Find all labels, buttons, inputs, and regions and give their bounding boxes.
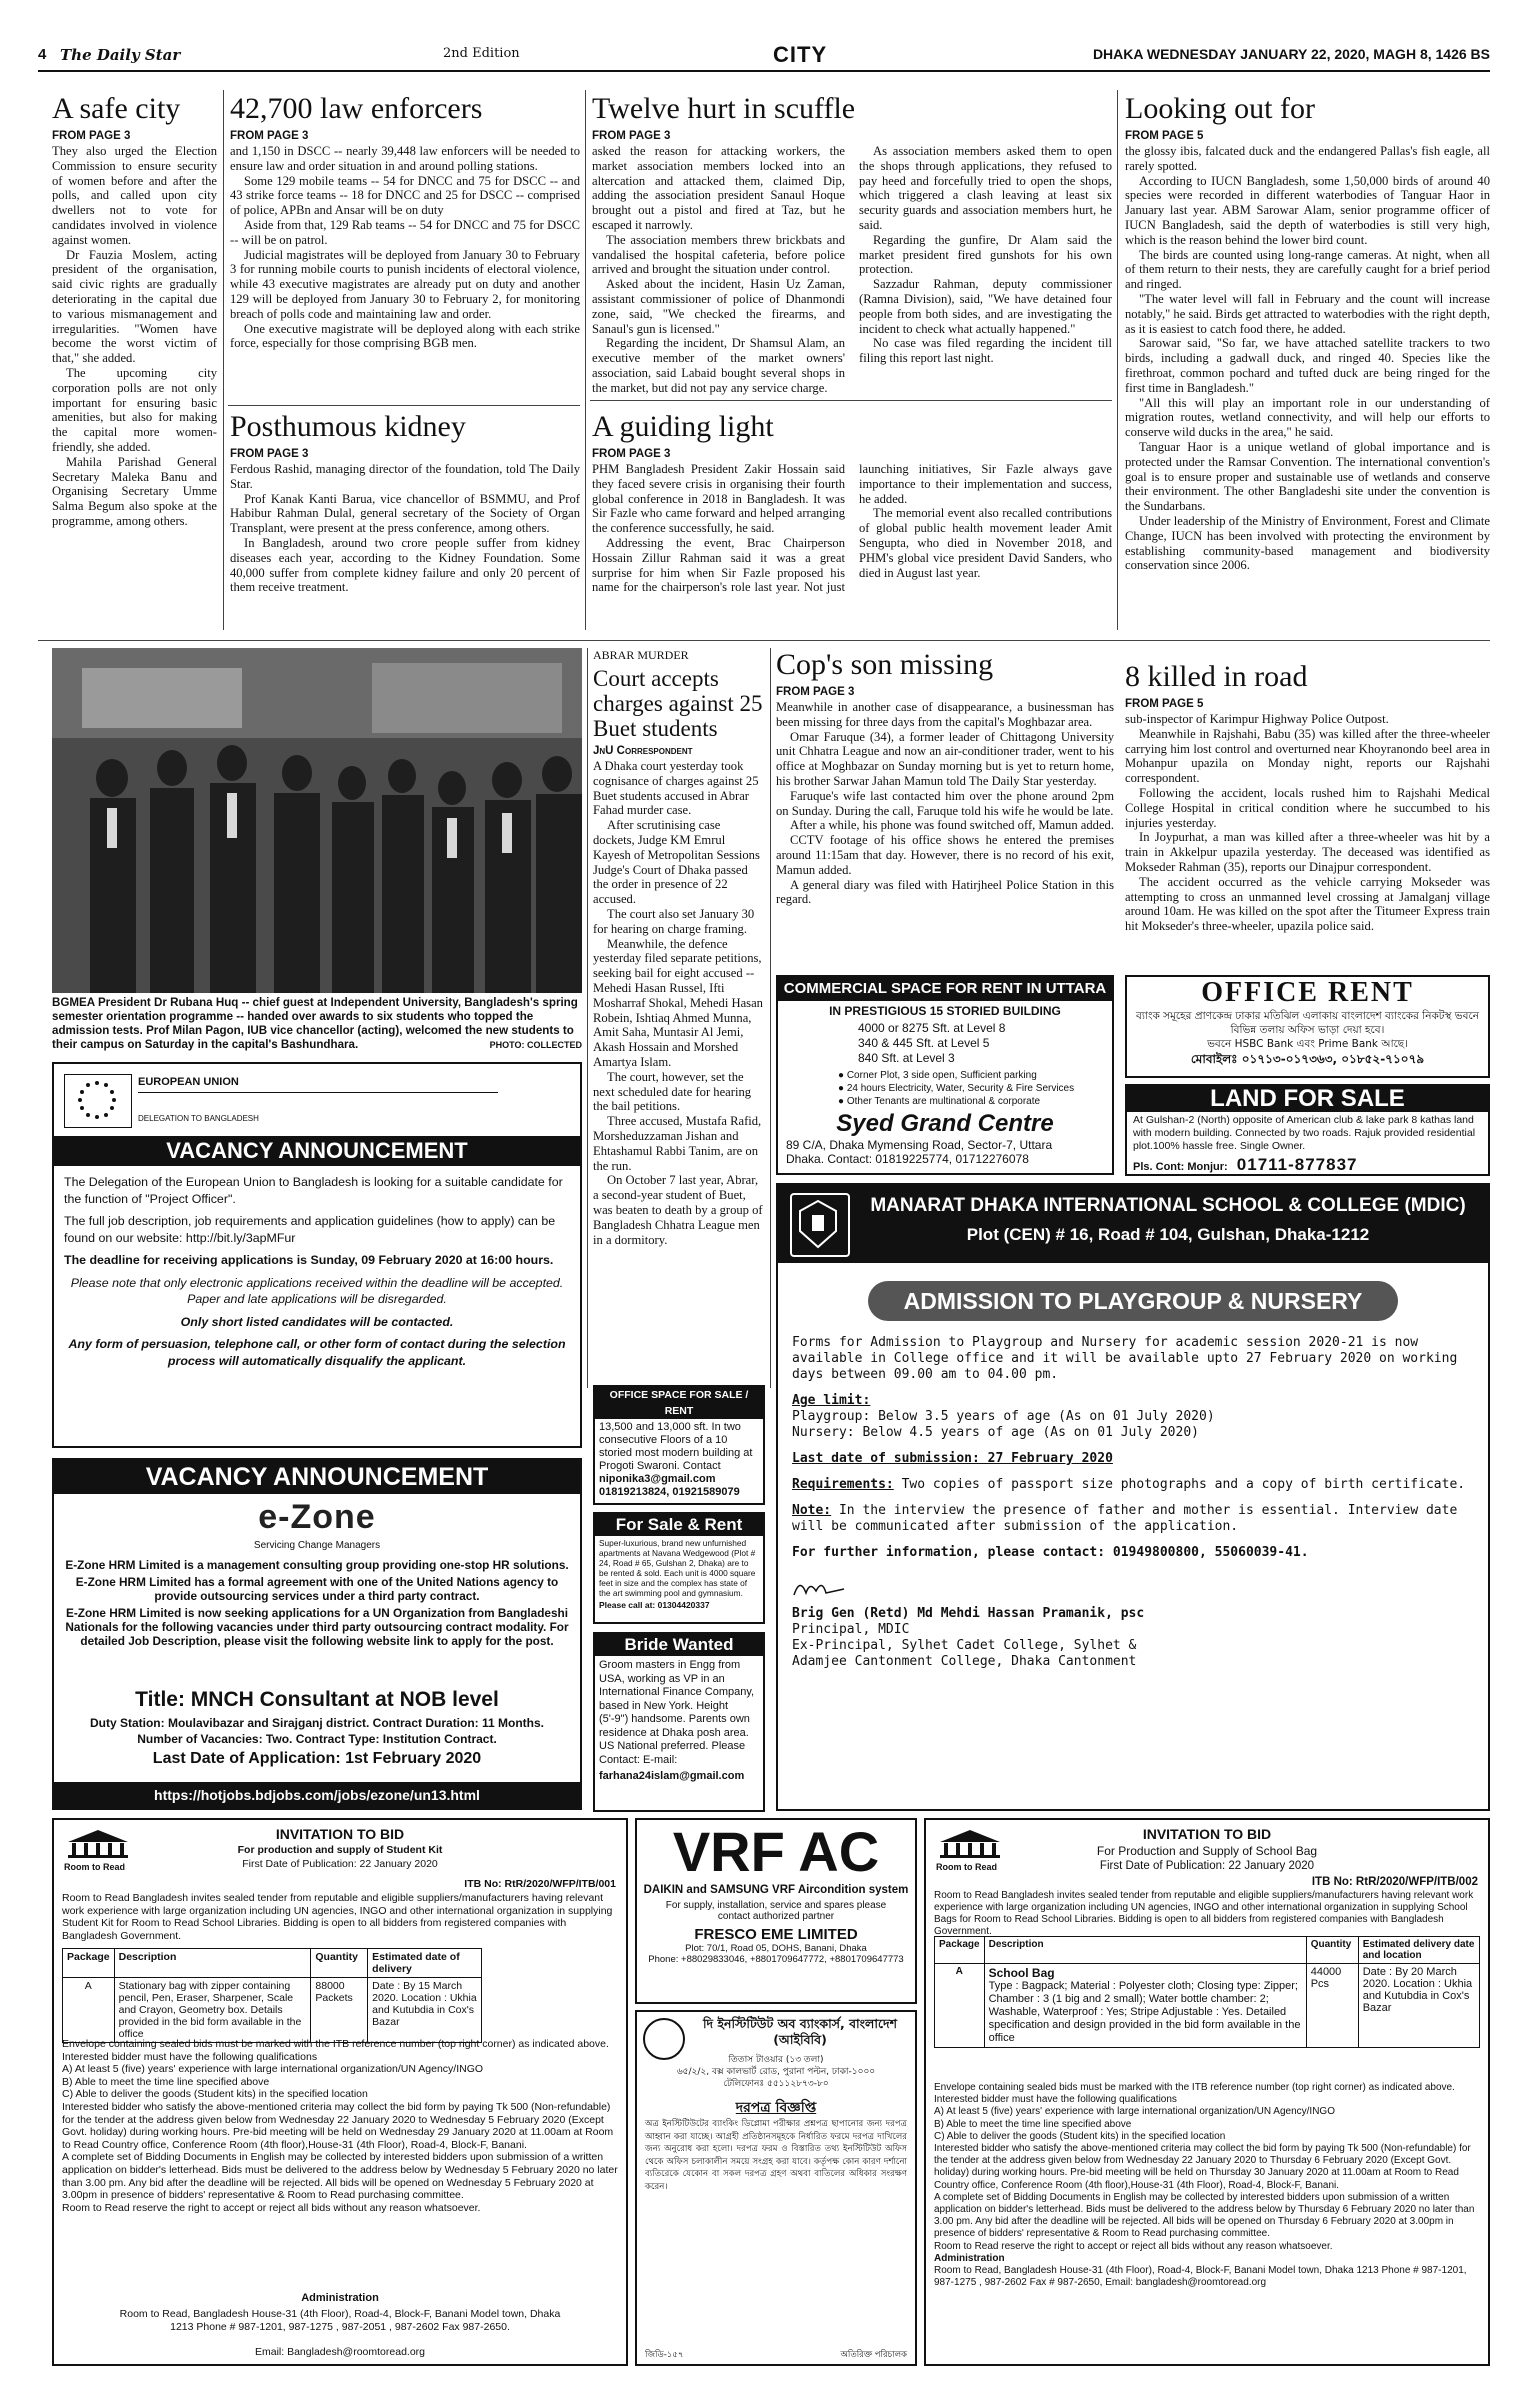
room-to-read-logo: Room to Read	[64, 1828, 132, 1872]
ad-banks: ভবনে HSBC Bank এবং Prime Bank আছে।	[1207, 1038, 1408, 1050]
kicker: ABRAR MURDER	[593, 648, 689, 662]
ad-sub: DAIKIN and SAMSUNG VRF Aircondition system	[643, 1884, 909, 1896]
ad-heading: OFFICE RENT	[1201, 977, 1414, 1008]
notice-officer: অতিরিক্ত পরিচালক	[840, 2350, 907, 2360]
ad-commercial-space	[776, 975, 1114, 1175]
photo-credit: PHOTO: COLLECTED	[489, 1040, 582, 1050]
ad-text: For supply, installation, service and spares please contact authorized partner	[665, 1900, 887, 1922]
ad-heading: For Sale & Rent	[595, 1514, 763, 1536]
article-body: PHM Bangladesh President Zakir Hossain said they faced severe crisis in organising their fourth global conference in 2018 in Bangladesh. It was Sir Fazle who came forward and helped arranging the conference successfully, he said. Addressing the event, Brac Chairperson Hossain Zillur Rahman said it was a great surprise for him when Sir Fazle proposed his name for the chairperson's role last year. Not just launching initiatives, Sir Fazle always gave importance to their implementation and success, he added. The memorial event also recalled contributions of global public health movement leader Amit Sengupta, who died in November 2018, and PHM's global vice president David Sanders, who died in August last year.	[592, 462, 1112, 595]
news-photo	[52, 648, 582, 993]
ad-heading: Bride Wanted	[595, 1634, 763, 1656]
org-address: তিতাস টাওয়ার (১৩ তলা) ৬৫/২/২, বক্স কালভার্ট রোড, পুরানা পল্টন, ঢাকা-১০০০ টেলিফোনঃ ৫৫১১২৮৭৩-৮০	[676, 2055, 876, 2089]
ad-heading: VACANCY ANNOUNCEMENT	[54, 1136, 580, 1166]
ad-org: EUROPEAN UNION	[138, 1076, 239, 1088]
ad-bride-wanted	[593, 1632, 765, 1812]
article-body: and 1,150 in DSCC -- nearly 39,448 law enforcers will be needed to ensure law and order situation in and around polling stations. Some 129 mobile teams -- 54 for DNCC and 75 for DSCC -- and 43 strike force teams -- 18 for DNCC and 25 for DSCC -- comprised of police, APBn and Ansar will be on duty Aside from that, 129 Rab teams -- 54 for DNCC and 75 for DSCC -- will be on patrol. Judicial magistrates will be deployed from January 30 to February 3 for running mobile courts to punish incidents of electoral violence, while 43 executive magistrates are already put on duty and another 129 will be deployed from January 30 to February 2, for monitoring breach of polls code and maintaining law and order. One executive magistrate will be deployed along with each strike force, especially for those comprising BGB men.	[230, 144, 580, 351]
eu-flag-icon	[64, 1074, 132, 1128]
paper-logo: The Daily Star	[60, 46, 181, 64]
ad-ezone-vacancy	[52, 1458, 582, 1810]
article-body: Meanwhile in another case of disappearance, a businessman has been missing for three days from the capital's Moghbazar area. Omar Faruque (34), a former leader of Chittagong University unit Chhatra League and now an air-conditioner trader, went to his office at Moghbazar on Sunday morning but is yet to return home, his brother Sarwar Jahan Mamun told The Daily Star yesterday. Faruque's wife last contacted him over the phone around 2pm on Sunday. During the call, Faruque told his wife he would be late. After a while, his phone was found switched off, Mamun added. CCTV footage of his office shows he entered the premises around 11:15am that day. However, there is no record of his exit, Mamun added. A general diary was filed with Hatirjheel Police Station in this regard.	[776, 700, 1114, 907]
ad-phone: Please call at: 01304420337	[599, 1600, 710, 1610]
ad-features: ● Corner Plot, 3 side open, Sufficient parking ● 24 hours Electricity, Water, Security & Fire Services ● Other Tenants are multinational & corporate	[838, 1070, 1075, 1107]
ad-text: Super-luxurious, brand new unfurnished apartments at Navana Wedgewood (Plot # 24, Road # 65, Gulshan 2, Dhaka) are to be rented & sold. Each unit is 4000 square feet in size and the complex has state of the art swimming pool and gymnasium.	[599, 1538, 756, 1598]
ad-text: 13,500 and 13,000 sft. In two consecutive Floors of a 10 storied most modern building at Progoti Swaroni. Contact niponika3@gmail.com 01819213824, 01921589079	[599, 1421, 753, 1498]
ad-contact: Dhaka. Contact: 01819225774, 01712276078	[786, 1152, 1029, 1166]
itb-number: ITB No: RtR/2020/WFP/ITB/001	[464, 1878, 616, 1890]
company-phone: Phone: +88029833046, +8801709647772, +8801709647773	[648, 1954, 904, 1965]
photo-caption: BGMEA President Dr Rubana Huq -- chief guest at Independent University, Bangladesh's spring semester orientation programme -- handed over awards to six students who topped the admission tests. Prof Milan Pagon, IUB vice chancellor (acting), welcomed the new students to their campus on Saturday in the capital's Bashundhara. PHOTO: COLLECTED	[52, 996, 582, 1051]
admission-banner: ADMISSION TO PLAYGROUP & NURSERY	[868, 1281, 1398, 1321]
jump-line: FROM PAGE 5	[1125, 130, 1204, 142]
column-rule	[1117, 90, 1118, 630]
headline: Twelve hurt in scuffle	[592, 92, 856, 125]
jump-line: FROM PAGE 3	[776, 686, 855, 698]
article-body: Ferdous Rashid, managing director of the foundation, told The Daily Star. Prof Kanak Kanti Barua, vice chancellor of BSMMU, and Prof Habibur Rahman Dulal, general secretary of the Society of Organ Transplant, were present at the press conference, among others. In Bangladesh, around two crore people suffer from kidney diseases each year, according to the Kidney Foundation. Some 40,000 suffer from complete kidney failure and only 20 percent of them receive treatment.	[230, 462, 580, 595]
section-rule	[38, 640, 1490, 641]
bid-email: Email: Bangladesh@roomtoread.org	[255, 2346, 425, 2358]
ad-manarat-admission	[776, 1183, 1490, 1811]
ad-sale-rent	[593, 1512, 765, 1624]
ad-land-sale	[1125, 1084, 1490, 1176]
article-killed-road	[1125, 660, 1490, 968]
article-body: sub-inspector of Karimpur Highway Police Outpost. Meanwhile in Rajshahi, Babu (35) was killed after the three-wheeler carrying him lost control and overturned near Khoyranondo beel area in Mohanpur upazila on Monday night, reports our Rajshahi correspondent. Following the accident, locals rushed him to Rajshahi Medical College Hospital in critical condition where he succumbed to his injuries yesterday. In Joypurhat, a man was killed after a three-wheeler was hit by a train in Akkelpur upazila yesterday. The deceased was identified as Mokseder Rahman (35), reports our Dinajpur correspondent. The accident occurred as the vehicle carrying Mokseder was attempting to cross an unmanned level crossing at Jamalganj village around 10am. He was killed on the spot after the Titumeer Express train hit Mokseder's three-wheeler, upazila police said.	[1125, 712, 1490, 934]
ad-heading: LAND FOR SALE	[1127, 1086, 1488, 1112]
bid-body: Envelope containing sealed bids must be marked with the ITB reference number (top right corner) as indicated above. Interested bidder must have the following qualifications A) At least 5 (five) years' experience with large international organization/UN Agency/INGO B) Able to meet the time line specified above C) Able to deliver the goods (Student kits) in the specified location Interested bidder who satisfy the above-mentioned criteria may collect the bid form by paying Tk 500 (Non-refundable) for the tender at the address given below from Wednesday 22 January 2020 to Thursday 6 February 2020 (Except Govt. holiday) during working hours. Pre-bid meeting will be held on Thursday 30 January 2020 at 11.00am at Room to Read Country office, Conference Room (4th floor),House-31 (4th Floor), Road-4, Block-F, Banani. A complete set of Bidding Documents in English may be collected by interested bidders upon submission of a written application on bidder's letterhead. Bids must be delivered to the address below by Thursday 6 February 2020 no later than 3.00 pm. Any bid after the deadline will be rejected. All bids will be opened on Thursday 6 February 2020 at 3.00pm in presence of bidders' representative & Room to Read purchasing committee. Room to Read reserve the right to accept or reject all bids without any reason whatsoever. Administration Room to Read, Bangladesh House-31 (4th Floor), Road-4, Block-F, Banani Model town, Dhaka 1213 Phone # 987-1201, 987-1275 , 987-2602 Fax # 987-2650, Email: bangladesh@roomtoread.org	[934, 2082, 1475, 2289]
bid-address: Room to Read, Bangladesh House-31 (4th Floor), Road-4, Block-F, Banani Model town, Dhaka 1213 Phone # 987-1201, 987-1275 , 987-2051 , 987-2602 Fax 987-2650.	[119, 2308, 561, 2333]
notice-ref: জিডি-১৫৭	[645, 2350, 684, 2360]
headline: A safe city	[52, 92, 181, 125]
article-cop-son	[776, 648, 1114, 968]
jump-line: FROM PAGE 5	[1125, 698, 1204, 710]
bid-table: Package Description Quantity Estimated date of delivery A Stationary bag with zipper containing pencil, Pen, Eraser, Sharpener, Scale and Crayon, Geometry box. Details provided in the bid form available in the office 88000 Packets Date : By 15 March 2020. Location : Ukhia and Kutubdia in Cox's Bazar	[62, 1948, 482, 2043]
ad-bankers-tender	[635, 2010, 917, 2366]
room-to-read-logo: Room to Read	[936, 1828, 1004, 1872]
jump-line: FROM PAGE 3	[230, 130, 309, 142]
bid-title: INVITATION TO BID	[1142, 1826, 1272, 1842]
headline: Posthumous kidney	[230, 410, 466, 443]
bid-admin: Administration	[301, 2292, 379, 2304]
bid-title: INVITATION TO BID	[275, 1826, 405, 1842]
ad-heading: OFFICE SPACE FOR SALE / RENT	[595, 1387, 763, 1419]
ad-body: Forms for Admission to Playgroup and Nursery for academic session 2020-21 is now available in College office and it will be available upto 27 February 2020 on working days between 09.00 am to 04.00 pm. Age limit: Playgroup: Below 3.5 years of age (As on 01 July 2020) Nursery: Below 4.5 years of age (As on 01 July 2020) Last date of submission: 27 February 2020 Requirements: Two copies of passport size photographs and a copy of birth certificate. Note: In the interview the presence of father and mother is essential. Interview date will be communicated after submission of the application. For further information, please contact: 01949800800, 55060039-41. Brig Gen (Retd) Md Mehdi Hassan Pramanik, psc Principal, MDIC Ex-Principal, Sylhet Cadet College, Sylhet & Adamjee Cantonment College, Dhaka Cantonment	[792, 1335, 1466, 1669]
bid-pub-date: First Date of Publication: 22 January 2020	[242, 1858, 438, 1870]
article-body: They also urged the Election Commission to ensure security of women before and after the polls, and called upon city dwellers not to vote for candidates involved in violence against women. Dr Fauzia Moslem, acting president of the organisation, said civic rights are gradually deteriorating in the capital due to various mismanagement and irregularities. "Women have become the worst victim of that," she added. The upcoming city corporation polls are not only important for ensuring basic amenities, but also for making the capital more women-friendly, she added. Mahila Parishad General Secretary Maleka Banu and Organising Secretary Umme Salma Begum also spoke at the programme, among others.	[52, 144, 217, 528]
notice-body: অত্র ইনস্টিটিউটের ব্যাংকিং ডিপ্লোমা পরীক্ষার প্রশ্নপত্র ছাপানোর জন্য দরপত্র আহ্বান করা যাচ্ছে। আগ্রহী প্রতিষ্ঠানসমূহকে নির্ধারিত ফরমে দরপত্র দাখিলের জন্য অনুরোধ করা হলো। দরপত্র ফরম ও বিস্তারিত তথ্য ইনস্টিটিউট অফিস থেকে অফিস চলাকালীন সময়ে সংগ্রহ করা যাবে। কর্তৃপক্ষ কোন কারণ দর্শানো ব্যতিরেকে যেকোন বা সকল দরপত্র গ্রহণ অথবা বাতিলের অধিকার সংরক্ষণ করেন।	[645, 2119, 907, 2192]
article-scuffle	[592, 92, 1112, 397]
ad-text: ব্যাংক সমূহের প্রাণকেন্দ্র ঢাকার মতিঝিল এলাকায় বাংলাদেশ ব্যাংকের নিকটস্থ ভবনে বিভিন্ন তলায় অফিস ভাড়া দেয়া হবে।	[1136, 1010, 1479, 1036]
ad-phone: মোবাইলঃ ০১৭১৩-০১৭৩৬৩, ০১৮৫২-৭১০৭৯	[1190, 1052, 1425, 1066]
article-court	[593, 648, 765, 1368]
article-guiding-light	[592, 410, 1112, 635]
ad-heading: VRF AC	[672, 1820, 880, 1883]
bid-sub: For Production and Supply of School Bag	[1096, 1844, 1318, 1858]
headline: 8 killed in road	[1125, 660, 1308, 693]
page-number: 4	[38, 46, 47, 63]
ad-address: 89 C/A, Dhaka Mymensing Road, Sector-7, Uttara	[786, 1138, 1053, 1152]
org-name: দি ইনস্টিটিউট অব ব্যাংকার্স, বাংলাদেশ (আইবিবি)	[702, 2016, 897, 2047]
headline: A guiding light	[592, 410, 774, 443]
jump-line: FROM PAGE 3	[592, 448, 671, 460]
job-title: Title: MNCH Consultant at NOB level	[135, 1688, 499, 1711]
duty-station: Duty Station: Moulavibazar and Sirajganj district. Contract Duration: 11 Months.	[89, 1716, 545, 1730]
article-kidney	[230, 410, 580, 635]
bid-sub: For production and supply of Student Kit	[237, 1844, 443, 1856]
ad-office-rent	[1125, 975, 1490, 1078]
company-name: FRESCO EME LIMITED	[694, 1926, 858, 1943]
ad-heading: COMMERCIAL SPACE FOR RENT IN UTTARA	[778, 977, 1112, 1001]
section-rule	[590, 400, 1112, 401]
ad-invitation-bid-1	[52, 1818, 628, 2366]
article-safe-city	[52, 92, 217, 632]
itb-number: ITB No: RtR/2020/WFP/ITB/002	[1311, 1876, 1478, 1888]
section-rule	[228, 405, 580, 406]
column-rule	[585, 90, 586, 630]
article-looking-out	[1125, 92, 1490, 632]
apply-link[interactable]: https://hotjobs.bdjobs.com/jobs/ezone/un13.html	[54, 1782, 580, 1808]
headline: Looking out for	[1125, 92, 1315, 125]
ad-heading: VACANCY ANNOUNCEMENT	[54, 1460, 580, 1494]
section-title: CITY	[773, 42, 828, 67]
ad-eu-vacancy	[52, 1062, 582, 1448]
article-body: A Dhaka court yesterday took cognisance of charges against 25 Buet students accused in Abrar Fahad murder case. After scrutinising case dockets, Judge KM Emrul Kayesh of Metropolitan Sessions Judge's Court of Dhaka passed the order in presence of 22 accused. The court also set January 30 for hearing on charge framing. Meanwhile, the defence yesterday filed separate petitions, seeking bail for eight accused -- Mehedi Hasan Russel, Ifti Mosharraf Shokal, Mehedi Hasan Robein, Ishtiaq Ahmed Munna, Amit Saha, Muntasir Al Jemi, Akash Hossain and Morshed Amartya Islam. The court, however, set the next scheduled date for hearing the bail petitions. Three accused, Mustafa Rafid, Morsheduzzaman Jishan and Ehtashamul Rabbi Tanim, are on the run. On October 7 last year, Abrar, a second-year student of Buet, was beaten to death by a group of Bangladesh Chhatra League men in a dormitory.	[593, 759, 763, 1247]
jump-line: FROM PAGE 3	[52, 130, 131, 142]
ad-invitation-bid-2	[924, 1818, 1490, 2366]
edition: 2nd Edition	[443, 46, 520, 61]
photo-illustration	[52, 648, 582, 993]
ezone-logo: e-Zone	[258, 1498, 376, 1536]
article-law-enforcers	[230, 92, 580, 402]
ad-office-space	[593, 1385, 765, 1505]
headline: Cop's son missing	[776, 648, 994, 681]
vacancies: Number of Vacancies: Two. Contract Type: Institution Contract.	[137, 1732, 497, 1746]
headline: 42,700 law enforcers	[230, 92, 483, 125]
school-crest-icon	[790, 1193, 850, 1257]
last-date: Last Date of Application: 1st February 2020	[152, 1750, 482, 1767]
company-address: Plot: 70/1, Road 05, DOHS, Banani, Dhaka	[685, 1943, 867, 1954]
bid-intro: Room to Read Bangladesh invites sealed tender from reputable and eligible suppliers/manufacturers having relevant work experience with large organization including UN agencies, INGO and other international organization in supplying School Bags for Room to Read School Libraries. Bidding is open to all bidders from registered companies with Bangladesh Government.	[934, 1890, 1474, 1937]
column-rule	[223, 90, 224, 630]
notice-heading: দরপত্র বিজ্ঞপ্তি	[735, 2100, 817, 2116]
ad-text: Groom masters in Engg from USA, working as VP in an International Finance Company, based in New York. Height (5'-9") handsome. Parents own residence at Dhaka posh area. US National preferred. Please Contact: E-mail:	[599, 1659, 755, 1766]
ad-email: farhana24islam@gmail.com	[599, 1770, 745, 1782]
column-rule	[587, 648, 588, 1388]
ad-phone: 01711-877837	[1236, 1155, 1358, 1174]
bid-pub-date: First Date of Publication: 22 January 2020	[1099, 1860, 1315, 1872]
ad-body: The Delegation of the European Union to Bangladesh is looking for a suitable candidate for the function of "Project Officer". The full job description, job requirements and application guidelines (how to apply) can be found on our website: http://bit.ly/3apMFur The deadline for receiving applications is Sunday, 09 February 2020 at 16:00 hours. Please note that only electronic applications received within the deadline will be accepted. Paper and late applications will be disregarded. Only short listed candidates will be contacted. Any form of persuasion, telephone call, or other form of contact during the selection process will automatically disqualify the applicant.	[64, 1175, 566, 1368]
ad-contact: Pls. Cont: Monjur: 01711-877837	[1133, 1155, 1358, 1174]
bid-intro: Room to Read Bangladesh invites sealed tender from reputable and eligible suppliers/manufacturers having relevant work experience with large organization including UN agencies, INGO and other international organization in supplying Student Kit for Room to Read School Libraries. Bidding is open to all bidders from registered companies with Bangladesh Government.	[62, 1892, 613, 1942]
signature-icon	[792, 1575, 852, 1601]
headline: Court accepts charges against 25 Buet students	[593, 666, 763, 741]
jump-line: FROM PAGE 3	[592, 130, 671, 142]
column-rule	[770, 648, 771, 1388]
jump-line: FROM PAGE 3	[230, 448, 309, 460]
bid-body: Envelope containing sealed bids must be marked with the ITB reference number (top right corner) as indicated above. Interested bidder must have the following qualifications A) At least 5 (five) years' experience with large international organization/UN Agency/INGO B) Able to meet the time line specified above C) Able to deliver the goods (Student kits) in the specified location Interested bidder who satisfy the above-mentioned criteria may collect the bid form by paying Tk 500 (Non-refundable) for the tender at the address given below from Wednesday 22 January 2020 to Wednesday 5 February 2020 (Except Govt. holiday) during working hours. Pre-bid meeting will be held on Wednesday 29 January 2020 at 11.00am at Room to Read Country office, Conference Room (4th floor),House-31 (4th Floor), Road-4, Block-F, Banani. A complete set of Bidding Documents in English may be collected by interested bidders upon submission of a written application on bidder's letterhead. Bids must be delivered to the address below by Wednesday 5 February 2020 no later than 3.00 pm. Any bid after the deadline will be rejected. All bids will be opened on Wednesday 5 February 2020 at 3.00pm in presence of bidders' representative & Room to Read purchasing committee. Room to Read reserve the right to accept or reject all bids without any reason whatsoever.	[62, 2038, 618, 2214]
article-body: asked the reason for attacking workers, the market association members locked into an altercation and attacked them, claimed Dip, adding the association president Sanaul Hoque brought out a pistol and fired at Taz, but he escaped it narrowly. The association members threw brickbats and vandalised the hospital cafeteria, before police arrived and brought the situation under control. Asked about the incident, Hasin Uz Zaman, assistant commissioner of police of Dhanmondi zone, said, "We checked the firearms, and Sanaul's gun is licensed." Regarding the incident, Dr Shamsul Alam, an executive member of the market owners' association, said Labaid bought several shops in the market, but did not pay any service charge. As association members asked them to open the shops through applications, they refused to pay heed and forcefully tried to open the shops, which triggered a clash leaving at least six security guards and association members hurt, he said. Regarding the gunfire, Dr Alam said the market president fired gunshots for his own protection. Sazzadur Rahman, deputy commissioner (Ramna Division), said, "We have detained four people from both sides, and are investigating the incident to check what actually happened." No case was filed regarding the incident till filing this report last night.	[592, 144, 1112, 395]
masthead	[38, 40, 1490, 72]
ad-body: E-Zone HRM Limited is a management consulting group providing one-stop HR solutions. E-Zone HRM Limited has a formal agreement with one of the United Nations agency to provide outsourcing services under a third party contract. E-Zone HRM Limited is now seeking applications for a UN Organization from Bangladeshi Nationals for the following vacancies under third party outsourcing contract modality. For detailed Job Description, please visit the following website link to apply for the post.	[65, 1558, 569, 1648]
school-name: MANARAT DHAKA INTERNATIONAL SCHOOL & COLLEGE (MDIC)	[870, 1195, 1466, 1216]
bid-table: Package Description Quantity Estimated delivery date and location A School Bag Type : Bagpack; Material : Polyester cloth; Closing type: Zipper; Chamber : 3 (1 big and 2 small); Water bottle chamber: 2; Washable, Waterproof : Yes; Stripe Adjustable : Yes. Detailed specification and design provided in the bid form available in the office 44000 Pcs Date : By 20 March 2020. Location : Ukhia and Kutubdia in Cox's Bazar	[934, 1936, 1480, 2048]
ad-sub: IN PRESTIGIOUS 15 STORIED BUILDING	[829, 1004, 1061, 1018]
ezone-tagline: Servicing Change Managers	[253, 1540, 381, 1551]
school-address: Plot (CEN) # 16, Road # 104, Gulshan, Dhaka-1212	[966, 1225, 1370, 1244]
ad-floors: 4000 or 8275 Sft. at Level 8 340 & 445 Sft. at Level 5 840 Sft. at Level 3	[858, 1021, 1006, 1065]
ad-vrf-ac	[635, 1818, 917, 2004]
ad-text: At Gulshan-2 (North) opposite of American club & lake park 8 kathas land with modern building. Connected by two roads. Rajuk provided residential plot.100% hassle free. Single Owner.	[1133, 1114, 1476, 1152]
ad-org-sub: DELEGATION TO BANGLADESH	[138, 1114, 259, 1123]
dateline: DHAKA WEDNESDAY JANUARY 22, 2020, MAGH 8, 1426 BS	[1092, 46, 1490, 62]
building-name: Syed Grand Centre	[836, 1110, 1054, 1137]
byline: JnU Correspondent	[593, 745, 693, 757]
article-body: the glossy ibis, falcated duck and the endangered Pallas's fish eagle, all rarely spotted. According to IUCN Bangladesh, some 1,50,000 birds of around 40 species were recorded in different waterbodies of Tanguar Haor in January last year. ABM Sarowar Alam, senior programme officer of IUCN Bangladesh, said the depth of waterbodies is still very high, which is the reason behind the lower bird count. The birds are counted using long-range cameras. At night, when all of them return to their nests, they are carefully caught for a brief period and ringed. "The water level will fall in February and the count will increase notably," he said. Birds get attracted to waterbodies with the right depth, as it is easiest to catch food there, he added. Sarowar said, "So far, we have attached satellite trackers to two birds, including a gadwall duck, and ringed 40. Species like the firethroat, common pochard and tufted duck are being ringed for the first time in Bangladesh." "All this will play an important role in our understanding of migration routes, wetland connectivity, and will help our efforts to conserve wild ducks in the area," he said. Tanguar Haor is a unique wetland of global importance and is protected under the Ramsar Convention. The international convention's goal is to ensure proper and sustainable use of wetlands and conserve their environment. The other Bangladeshi site under the convention is the Sundarbans. Under leadership of the Ministry of Environment, Forest and Climate Change, IUCN has been involved with protecting the environment by establishing community-based management and biodiversity conservation since 2006.	[1125, 144, 1490, 573]
